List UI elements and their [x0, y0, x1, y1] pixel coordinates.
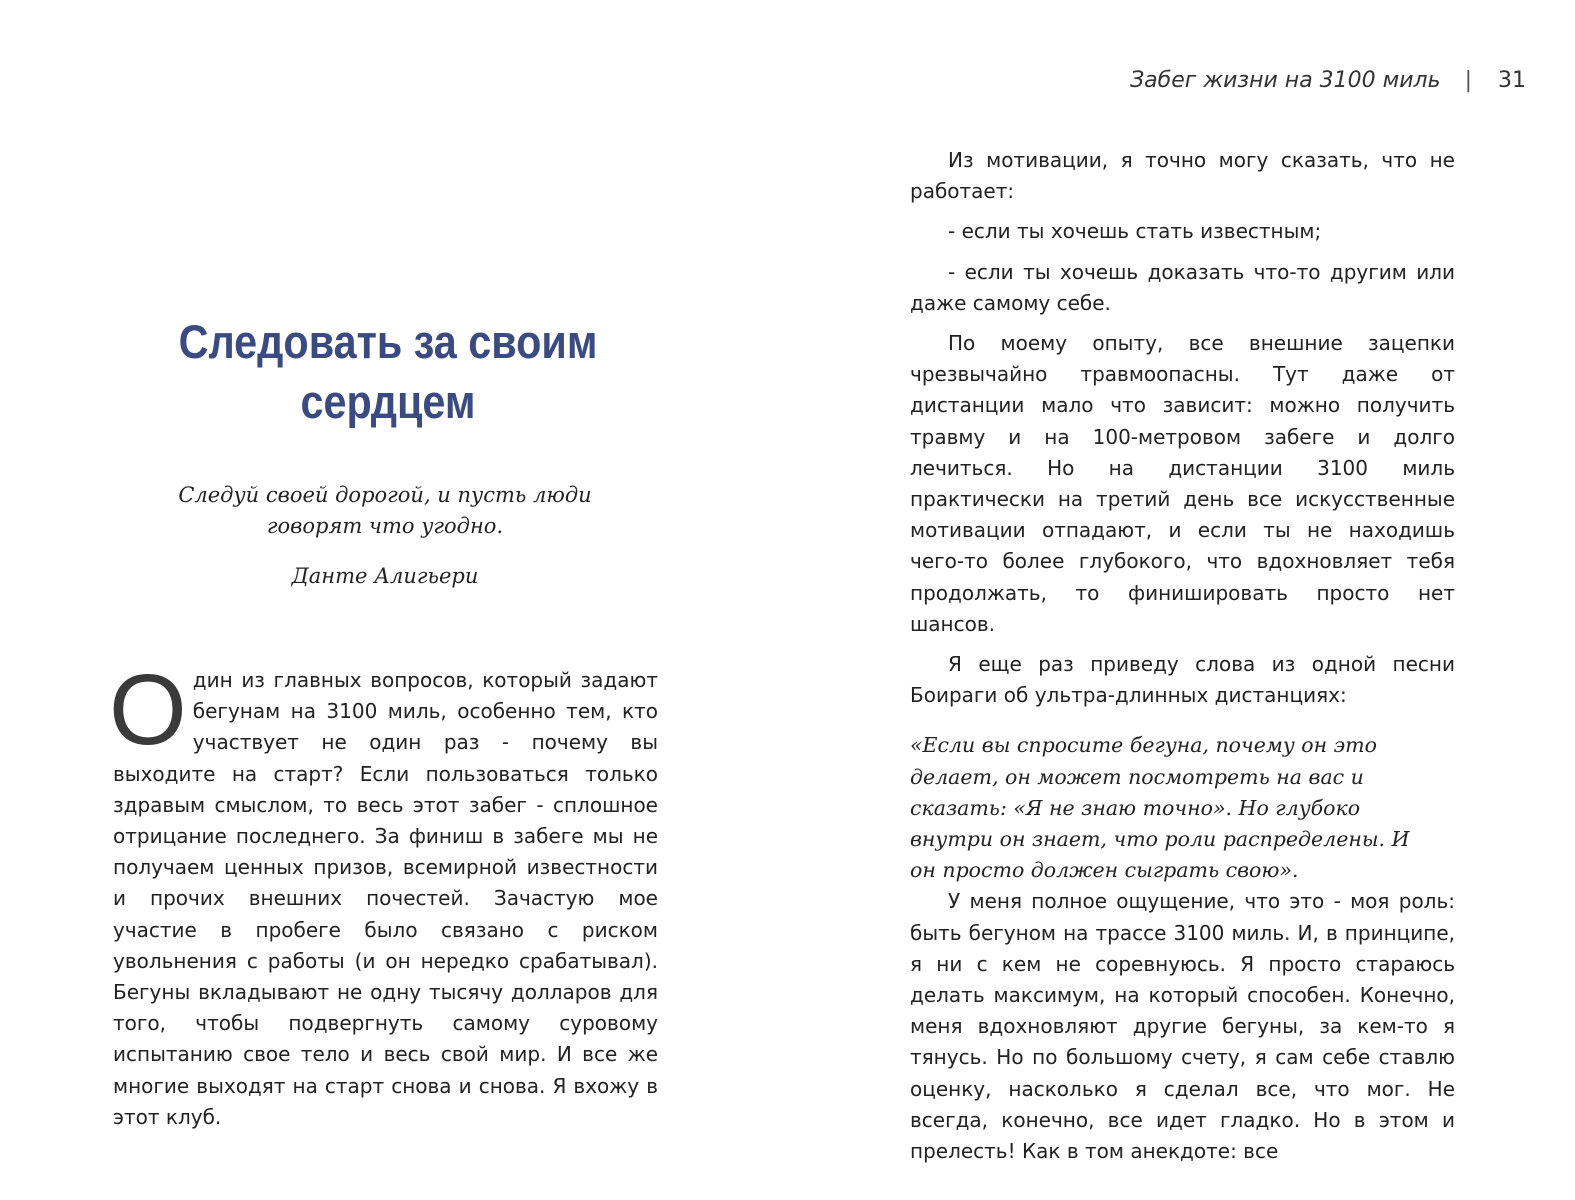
- page-number: 31: [1498, 68, 1526, 93]
- opening-paragraph: [109, 654, 658, 1133]
- drop-cap: О: [109, 654, 187, 766]
- right-page: [787, 0, 1575, 1200]
- paragraph-my-role: У меня полное ощущение, что это - моя роль: быть бегуном на трассе 3100 миль. И, в принципе, я ни с кем не соревнуюсь. Я просто стараюсь делать максимум, на который способен. Конечно, меня вдохновляют другие бегуны, за кем-то я тянусь. Но по большому счету, я сам себе ставлю оценку, насколько я сделал все, что мог. Не всегда, конечно, все идет гладко. Но в этом и прелесть! Как в том анекдоте: все: [910, 889, 1455, 1164]
- chapter-title-line1: Следовать за своим: [178, 315, 598, 368]
- left-body-text: [109, 654, 658, 1133]
- left-page: [0, 0, 787, 1200]
- epigraph-line1: Следуй своей дорогой, и пусть люди: [178, 483, 592, 507]
- chapter-title-line2: сердцем: [300, 375, 476, 428]
- chapter-title: [150, 312, 625, 432]
- header-separator: |: [1464, 68, 1472, 93]
- paragraph-experience: По моему опыту, все внешние зацепки чрезвычайно травмоопасны. Тут даже от дистанции мало что зависит: можно получить травму и на 100-метровом забеге и долго лечиться. Но на дистанции 3100 миль практически на третий день все искусственные мотивации отпадают, и если ты не находишь чего-то более глубокого, что вдохновляет тебя продолжать, то финишировать просто нет шансов.: [910, 331, 1455, 636]
- song-quote: «Если вы спросите бегуна, почему он это делает, он может посмотреть на вас и сказать: «Я не знаю точно». Но глубоко внутри он знает, что роли распределены. И он просто должен сыграть свою».: [910, 733, 1410, 883]
- right-body-text: [910, 145, 1455, 1167]
- running-title: Забег жизни на 3100 миль: [1130, 68, 1441, 93]
- epigraph: [150, 480, 620, 592]
- epigraph-quote: [150, 480, 620, 542]
- epigraph-author: Данте Алигьери: [291, 564, 479, 588]
- opening-paragraph-text: дин из главных вопросов, который задают бегунам на 3100 миль, особенно тем, кто участвует не один раз - почему вы выходите на старт? Если пользоваться только здравым смыслом, то весь этот забег - сплошное отрицание последнего. За финиш в забеге мы не получаем ценных призов, всемирной известности и прочих внешних почестей. Зачастую мое участие в пробеге было связано с риском увольнения с работы (и он нередко срабатывал). Бегуны вкладывают не одну тысячу долларов для того, чтобы подвергнуть самому суровому испытанию свое тело и весь свой мир. И все же многие выходят на старт снова и снова. Я вхожу в этот клуб.: [113, 668, 658, 1129]
- running-header: [1130, 66, 1526, 96]
- paragraph-motivation: Из мотивации, я точно могу сказать, что не работает:: [910, 148, 1455, 204]
- list-item-famous: - если ты хочешь стать известным;: [948, 219, 1322, 244]
- epigraph-line2: говорят что угодно.: [266, 514, 504, 538]
- list-item-prove: - если ты хочешь доказать что-то другим или даже самому себе.: [910, 259, 1455, 315]
- paragraph-song-intro: Я еще раз приведу слова из одной песни Боираги об ультра-длинных дистанциях:: [910, 652, 1455, 708]
